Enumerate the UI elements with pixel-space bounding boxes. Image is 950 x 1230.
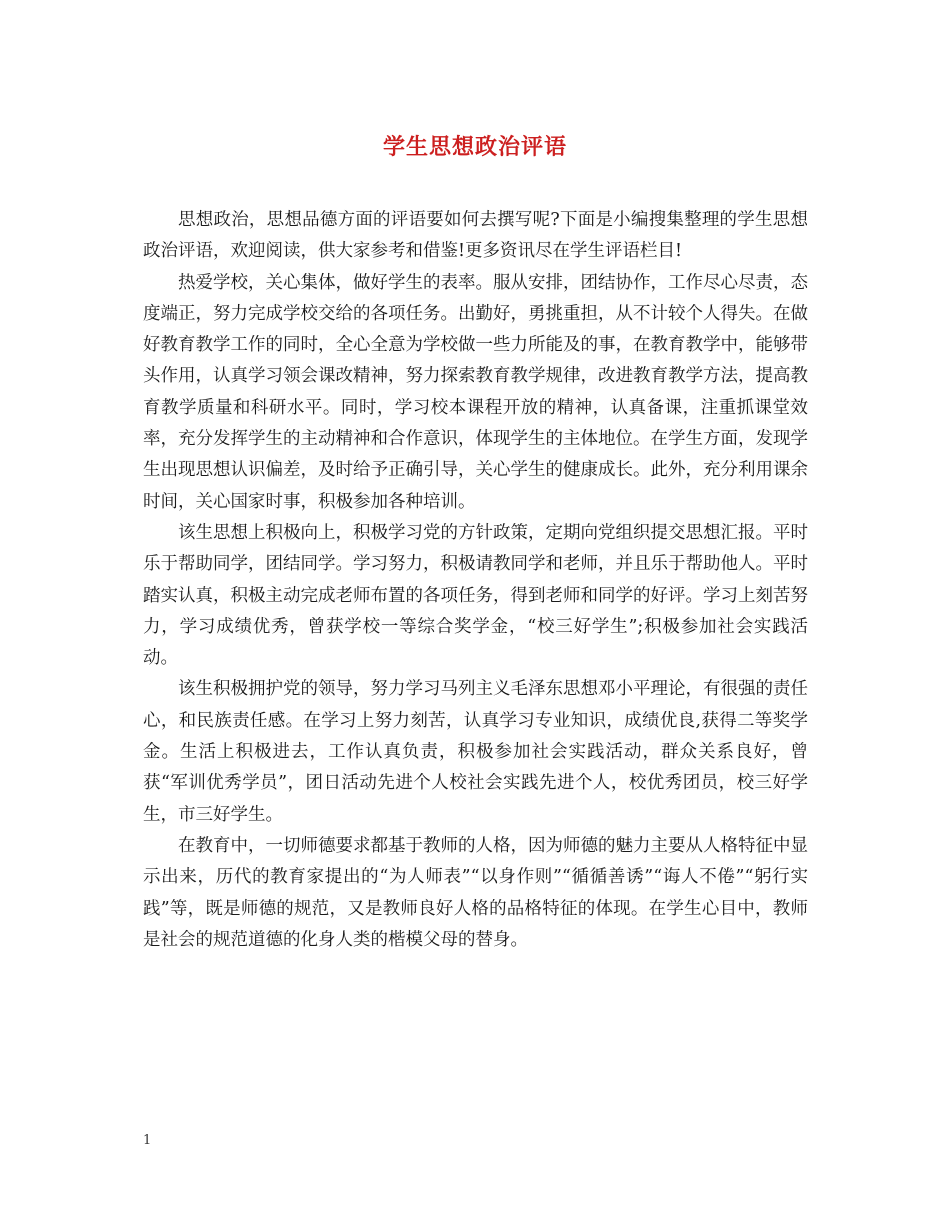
paragraph-teacher-ethics: 在教育中，一切师德要求都基于教师的人格，因为师德的魅力主要从人格特征中显示出来，历代的教育家提出的“为人师表”“以身作则”“循循善诱”“诲人不倦”“躬行实践”等，既是师德的规范，又是教师良好人格的品格特征的体现。在学生心目中，教师是社会的规范道德的化身人类的楷模父母的替身。 <box>143 835 808 950</box>
page-number: 1 <box>143 1133 152 1148</box>
paragraph-party-support: 该生积极拥护党的领导，努力学习马列主义毛泽东思想邓小平理论，有很强的责任心，和民族责任感。在学习上努力刻苦，认真学习专业知识，成绩优良,获得二等奖学金。生活上积极进去，工作认真负责，积极参加社会实践活动，群众关系良好，曾获“军训优秀学员”，团日活动先进个人校社会实践先进个人，校优秀团员，校三好学生，市三好学生。 <box>143 679 808 825</box>
paragraph-school-love: 热爱学校，关心集体，做好学生的表率。服从安排，团结协作，工作尽心尽责，态度端正，努力完成学校交给的各项任务。出勤好，勇挑重担，从不计较个人得失。在做好教育教学工作的同时，全心全意为学校做一些力所能及的事，在教育教学中，能够带头作用，认真学习领会课改精神，努力探索教育教学规律，改进教育教学方法，提高教育教学质量和科研水平。同时，学习校本课程开放的精神，认真备课，注重抓课堂效率，充分发挥学生的主动精神和合作意识，体现学生的主体地位。在学生方面，发现学生出现思想认识偏差，及时给予正确引导，关心学生的健康成长。此外，充分利用课余时间，关心国家时事，积极参加各种培训。 <box>143 272 808 512</box>
document-title: 学生思想政治评语 <box>382 134 567 160</box>
document-body <box>143 205 808 956</box>
paragraph-intro: 思想政治，思想品德方面的评语要如何去撰写呢?下面是小编搜集整理的学生思想政治评语，欢迎阅读，供大家参考和借鉴!更多资讯尽在学生评语栏目! <box>143 210 808 262</box>
paragraph-political-active: 该生思想上积极向上，积极学习党的方针政策，定期向党组织提交思想汇报。平时乐于帮助同学，团结同学。学习努力，积极请教同学和老师，并且乐于帮助他人。平时踏实认真，积极主动完成老师布置的各项任务，得到老师和同学的好评。学习上刻苦努力，学习成绩优秀，曾获学校一等综合奖学金，“校三好学生”;积极参加社会实践活动。 <box>143 522 808 669</box>
